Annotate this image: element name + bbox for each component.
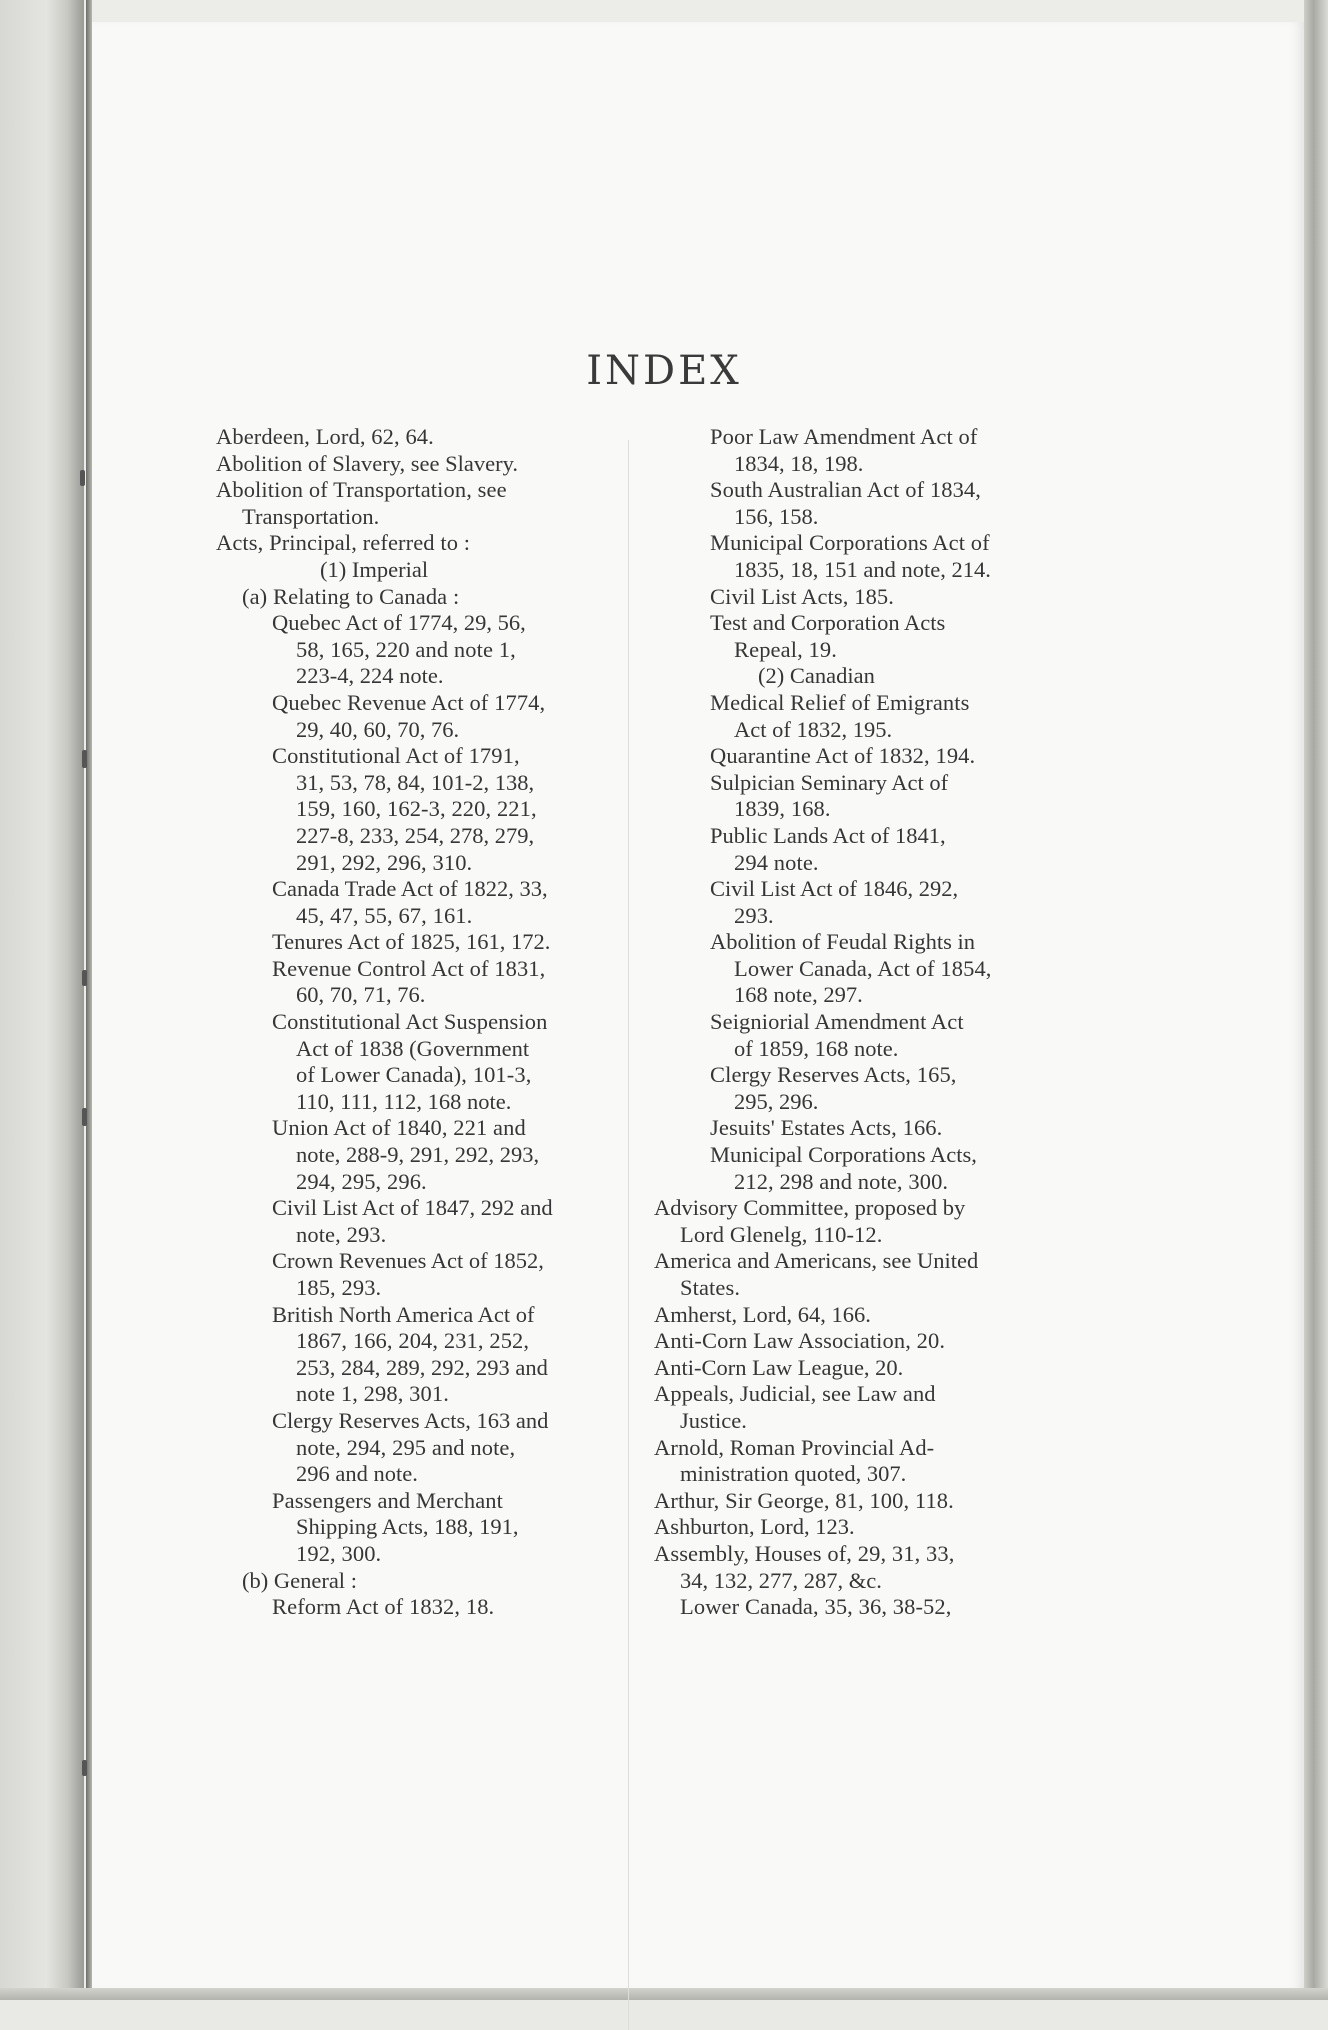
index-entry-line: Shipping Acts, 188, 191,	[296, 1514, 519, 1540]
index-entry-line: (2) Canadian	[758, 663, 875, 689]
index-entry-line: Repeal, 19.	[734, 636, 837, 662]
index-entry-line: 212, 298 and note, 300.	[734, 1168, 949, 1194]
index-entry-line: 60, 70, 71, 76.	[296, 982, 426, 1008]
index-entry-line: Justice.	[680, 1407, 747, 1433]
index-entry-line: 1867, 166, 204, 231, 252,	[296, 1328, 530, 1354]
index-entry-line: (b) General :	[242, 1567, 357, 1593]
index-entry-line: 185, 293.	[296, 1275, 382, 1300]
index-entry-line: British North America Act of	[272, 1301, 535, 1327]
index-entry-line: 227-8, 233, 254, 278, 279,	[296, 822, 535, 848]
index-entry-line: Lord Glenelg, 110-12.	[680, 1221, 883, 1247]
index-entry-line: South Australian Act of 1834,	[710, 477, 982, 503]
index-entry-line: Canada Trade Act of 1822, 33,	[272, 876, 548, 902]
index-entry-line: Arnold, Roman Provincial Ad-	[654, 1434, 935, 1460]
index-entry-line: 168 note, 297.	[734, 982, 863, 1008]
binding-mark	[82, 750, 87, 768]
index-entry-line: Public Lands Act of 1841,	[710, 822, 946, 848]
index-entry-line: Abolition of Slavery, see Slavery.	[216, 450, 519, 476]
index-entry-line: Lower Canada, 35, 36, 38-52,	[680, 1594, 952, 1620]
binding-mark	[82, 1108, 87, 1126]
index-entry-line: Amherst, Lord, 64, 166.	[654, 1301, 871, 1327]
index-entry-line: of Lower Canada), 101-3,	[296, 1062, 532, 1088]
index-entry-line: Jesuits' Estates Acts, 166.	[710, 1115, 943, 1141]
index-entry-line: (a) Relating to Canada :	[242, 583, 460, 609]
index-entry-line: Constitutional Act of 1791,	[272, 743, 520, 769]
index-entry-line: 1834, 18, 198.	[734, 450, 864, 476]
book-binding-shadow	[0, 0, 84, 2000]
binding-mark	[82, 970, 87, 986]
index-entry-line: Constitutional Act Suspension	[272, 1009, 548, 1035]
page-edge	[1304, 0, 1328, 2000]
index-entry-line: Tenures Act of 1825, 161, 172.	[272, 929, 551, 955]
page-bottom-edge	[0, 1988, 1328, 2000]
index-entry-line: 291, 292, 296, 310.	[296, 849, 473, 875]
index-entry-line: of 1859, 168 note.	[734, 1035, 899, 1061]
index-entry-line: Clergy Reserves Acts, 165,	[710, 1062, 957, 1088]
index-entry-line: Test and Corporation Acts	[710, 610, 946, 636]
index-entry-line: 34, 132, 277, 287, &c.	[680, 1567, 882, 1593]
index-entry-line: Seigniorial Amendment Act	[710, 1009, 964, 1035]
index-entry-line: Assembly, Houses of, 29, 31, 33,	[654, 1540, 955, 1566]
binding-mark	[80, 470, 85, 486]
index-entry-line: Quebec Act of 1774, 29, 56,	[272, 610, 526, 636]
index-entry-line: Advisory Committee, proposed by	[654, 1195, 966, 1221]
index-entry-line: Ashburton, Lord, 123.	[654, 1514, 855, 1540]
index-entry-line: Act of 1832, 195.	[734, 716, 893, 742]
index-entry-line: Arthur, Sir George, 81, 100, 118.	[654, 1487, 954, 1513]
index-entry-line: Abolition of Transportation, see	[216, 477, 507, 503]
index-column-left	[216, 424, 624, 1621]
binding-mark	[82, 1760, 87, 1776]
index-entry-line: Civil List Acts, 185.	[710, 583, 894, 609]
index-entry-line: Union Act of 1840, 221 and	[272, 1115, 526, 1141]
index-entry-line: note, 294, 295 and note,	[296, 1434, 516, 1460]
index-entry-line: Municipal Corporations Act of	[710, 530, 990, 556]
index-entry-line: Lower Canada, Act of 1854,	[734, 955, 992, 981]
index-entry-line: Civil List Act of 1847, 292 and	[272, 1195, 553, 1221]
index-entry-line: 295, 296.	[734, 1088, 819, 1114]
index-entry-line: Anti-Corn Law League, 20.	[654, 1354, 904, 1380]
index-entry-line: Transportation.	[242, 503, 380, 529]
index-entry-line: Revenue Control Act of 1831,	[272, 955, 546, 981]
index-entry-line: America and Americans, see United	[654, 1248, 979, 1274]
index-entry-line: States.	[680, 1275, 741, 1300]
index-entry-line: Quebec Revenue Act of 1774,	[272, 689, 546, 715]
index-entry-line: 294 note.	[734, 849, 819, 875]
index-entry-line: note, 293.	[296, 1221, 387, 1247]
index-entry-line: Anti-Corn Law Association, 20.	[654, 1328, 946, 1354]
index-entry-line: Act of 1838 (Government	[296, 1035, 530, 1061]
index-entry-line: Quarantine Act of 1832, 194.	[710, 743, 976, 769]
page-title: INDEX	[586, 348, 742, 394]
index-entry-line: ministration quoted, 307.	[680, 1461, 907, 1487]
index-entry-line: Reform Act of 1832, 18.	[272, 1594, 495, 1620]
index-entry-line: 159, 160, 162-3, 220, 221,	[296, 796, 537, 822]
index-column-right	[654, 424, 1054, 1621]
index-entry-line: Civil List Act of 1846, 292,	[710, 876, 959, 902]
index-entry-line: Medical Relief of Emigrants	[710, 689, 970, 715]
index-entry-line: Appeals, Judicial, see Law and	[654, 1381, 936, 1407]
index-entry-line: Acts, Principal, referred to :	[216, 530, 471, 556]
index-entry-line: Crown Revenues Act of 1852,	[272, 1248, 544, 1274]
index-entry-line: 58, 165, 220 and note 1,	[296, 636, 516, 662]
index-entry-line: 192, 300.	[296, 1540, 382, 1566]
index-entry-line: 296 and note.	[296, 1461, 418, 1487]
index-entry-line: 31, 53, 78, 84, 101-2, 138,	[296, 769, 535, 795]
index-entry-line: 253, 284, 289, 292, 293 and	[296, 1354, 548, 1380]
index-entry-line: Sulpician Seminary Act of	[710, 769, 949, 795]
index-entry-line: 223-4, 224 note.	[296, 663, 444, 689]
index-entry-line: Clergy Reserves Acts, 163 and	[272, 1407, 549, 1433]
index-entry-line: note 1, 298, 301.	[296, 1381, 449, 1407]
index-entry-line: 29, 40, 60, 70, 76.	[296, 716, 460, 742]
index-entry-line: note, 288-9, 291, 292, 293,	[296, 1142, 540, 1168]
index-entry-line: Aberdeen, Lord, 62, 64.	[216, 424, 434, 449]
index-entry-line: 1839, 168.	[734, 796, 831, 822]
index-entry-line: 1835, 18, 151 and note, 214.	[734, 556, 991, 582]
index-entry-line: 293.	[734, 902, 774, 928]
index-entry-line: 110, 111, 112, 168 note.	[296, 1088, 512, 1114]
index-entry-line: 156, 158.	[734, 503, 819, 529]
index-entry-line: 45, 47, 55, 67, 161.	[296, 902, 473, 928]
index-entry-line: Municipal Corporations Acts,	[710, 1142, 977, 1168]
index-entry-line: Abolition of Feudal Rights in	[710, 929, 976, 955]
index-entry-line: Poor Law Amendment Act of	[710, 424, 978, 449]
index-entry-line: 294, 295, 296.	[296, 1168, 427, 1194]
column-divider	[628, 440, 629, 2030]
index-entry-line: Passengers and Merchant	[272, 1487, 503, 1513]
index-entry-line: (1) Imperial	[320, 556, 429, 582]
